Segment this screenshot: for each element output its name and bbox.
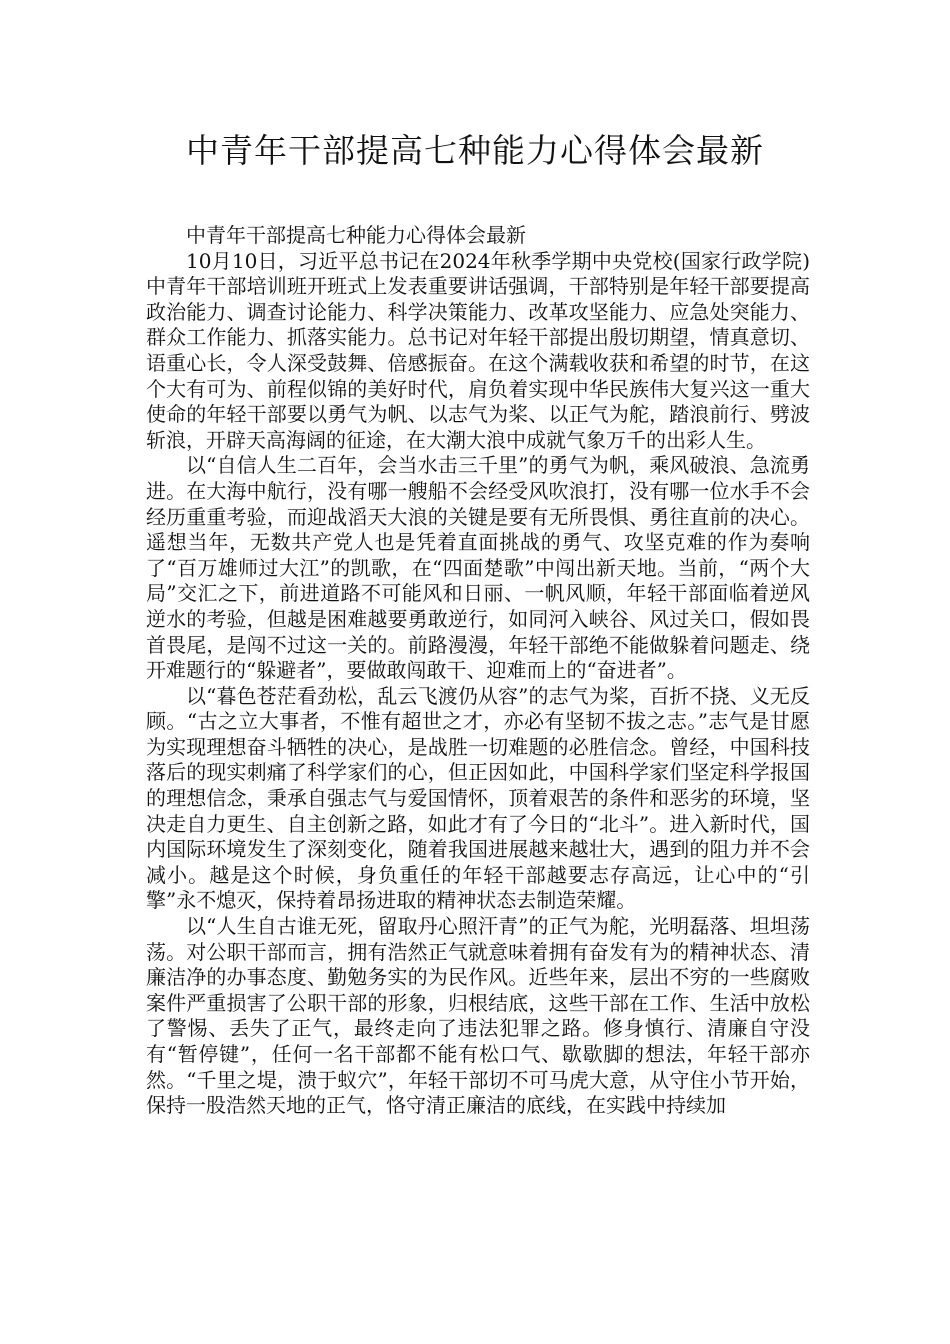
- document-title: 中青年干部提高七种能力心得体会最新: [186, 131, 764, 170]
- body-paragraph: 以“暮色苍茫看劲松，乱云飞渡仍从容”的志气为桨，百折不挠、义无反顾。“古之立大事者，不惟有超世之才，亦必有坚韧不拔之志。”志气是甘愿为实现理想奋斗牺牲的决心，是战胜一切难题的必胜信念。曾经，中国科技落后的现实刺痛了科学家们的心，但正因如此，中国科学家们坚定科学报国的理想信念，秉承自强志气与爱国情怀，顶着艰苦的条件和恶劣的环境，坚决走自力更生、自主创新之路，如此才有了今日的“北斗”。进入新时代，国内国际环境发生了深刻变化，随着我国进展越来越壮大，遇到的阻力并不会减小。越是这个时候，身负重任的年轻干部越要志存高远，让心中的“引擎”永不熄灭，保持着昂扬进取的精神状态去制造荣耀。: [146, 683, 810, 913]
- body-paragraph: 以“人生自古谁无死，留取丹心照汗青”的正气为舵，光明磊落、坦坦荡荡。对公职干部而言，拥有浩然正气就意味着拥有奋发有为的精神状态、清廉洁净的办事态度、勤勉务实的为民作风。近些年来，层出不穷的一些腐败案件严重损害了公职干部的形象，归根结底，这些干部在工作、生活中放松了警惕、丢失了正气，最终走向了违法犯罪之路。修身慎行、清廉自守没有“暂停键”，任何一名干部都不能有松口气、歇歇脚的想法，年轻干部亦然。“千里之堤，溃于蚁穴”，年轻干部切不可马虎大意，从守住小节开始，保持一股浩然天地的正气，恪守清正廉洁的底线，在实践中持续加: [146, 914, 810, 1118]
- body-paragraph: 10月10日，习近平总书记在2024年秋季学期中央党校(国家行政学院)中青年干部培训班开班式上发表重要讲话强调，干部特别是年轻干部要提高政治能力、调查讨论能力、科学决策能力、改革攻坚能力、应急处突能力、群众工作能力、抓落实能力。总书记对年轻干部提出殷切期望，情真意切、语重心长，令人深受鼓舞、倍感振奋。在这个满载收获和希望的时节，在这个大有可为、前程似锦的美好时代，肩负着实现中华民族伟大复兴这一重大使命的年轻干部要以勇气为帆、以志气为桨、以正气为舵，踏浪前行、劈波斩浪，开辟天高海阔的征途，在大潮大浪中成就气象万千的出彩人生。: [146, 248, 810, 452]
- body-paragraph: 以“自信人生二百年，会当水击三千里”的勇气为帆，乘风破浪、急流勇进。在大海中航行，没有哪一艘船不会经受风吹浪打，没有哪一位水手不会经历重重考验，而迎战滔天大浪的关键是要有无所畏惧、勇往直前的决心。遥想当年，无数共产党人也是凭着直面挑战的勇气、攻坚克难的作为奏响了“百万雄师过大江”的凯歌，在“四面楚歌”中闯出新天地。当前，“两个大局”交汇之下，前进道路不可能风和日丽、一帆风顺，年轻干部面临着逆风逆水的考验，但越是困难越要勇敢逆行，如同河入峡谷、风过关口，假如畏首畏尾，是闯不过这一关的。前路漫漫，年轻干部绝不能做躲着问题走、绕开难题行的“躲避者”，要做敢闯敢干、迎难而上的“奋进者”。: [146, 453, 810, 683]
- subtitle-paragraph: 中青年干部提高七种能力心得体会最新: [186, 223, 526, 247]
- document-body: [146, 223, 810, 1119]
